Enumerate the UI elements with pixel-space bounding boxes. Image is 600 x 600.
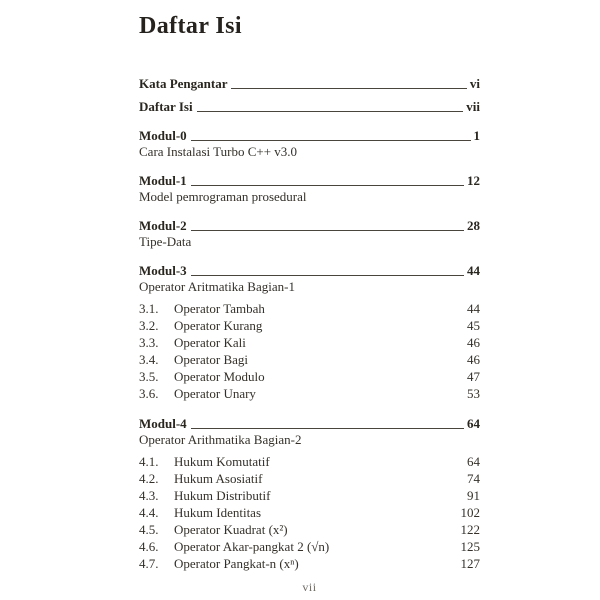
leader-line <box>191 185 464 186</box>
toc-sub-item-number: 4.4. <box>139 505 159 520</box>
toc-module-heading <box>139 129 480 143</box>
toc-module-title: Modul-4 <box>139 416 187 431</box>
toc-module-subtitle: Operator Aritmatika Bagian-1 <box>139 279 295 294</box>
toc-entry-label: Daftar Isi <box>139 99 193 114</box>
toc-sub-item-label: Operator Kali <box>174 335 246 350</box>
toc-sub-item <box>139 300 480 317</box>
toc-sub-item-page: 91 <box>467 488 480 503</box>
toc-sub-item <box>139 504 480 521</box>
toc-sub-item-page: 64 <box>467 454 480 469</box>
toc-sub-item-number: 4.3. <box>139 488 159 503</box>
toc-sub-item-label: Hukum Distributif <box>174 488 271 503</box>
toc-sub-item-page: 44 <box>467 301 480 316</box>
toc-sub-item-label: Operator Bagi <box>174 352 249 367</box>
toc-entry-label: Kata Pengantar <box>139 76 228 91</box>
toc-sub-item-page: 53 <box>467 386 480 401</box>
toc-sub-item-number: 3.1. <box>139 301 159 316</box>
toc-module-title: Modul-0 <box>139 128 187 143</box>
table-of-contents <box>139 77 480 572</box>
toc-sub-item-list <box>139 453 480 572</box>
toc-sub-item <box>139 317 480 334</box>
content-column <box>139 12 480 572</box>
toc-module-page: 28 <box>467 218 480 233</box>
toc-sub-item <box>139 368 480 385</box>
toc-entry <box>139 77 480 91</box>
toc-sub-item-page: 122 <box>460 522 480 537</box>
toc-module-subtitle: Tipe-Data <box>139 234 192 249</box>
toc-sub-item-label: Operator Modulo <box>174 369 265 384</box>
toc-entry-page: vi <box>469 76 480 91</box>
toc-sub-item-number: 4.7. <box>139 556 159 571</box>
toc-sub-item <box>139 470 480 487</box>
toc-module-subtitle: Cara Instalasi Turbo C++ v3.0 <box>139 144 298 159</box>
toc-sub-item-label: Operator Pangkat-n (xⁿ) <box>174 556 299 571</box>
toc-sub-item-label: Operator Akar-pangkat 2 (√n) <box>174 539 330 554</box>
toc-entry <box>139 100 480 114</box>
toc-sub-item-page: 127 <box>460 556 480 571</box>
toc-module-page: 12 <box>467 173 480 188</box>
toc-sub-item-page: 46 <box>467 335 480 350</box>
toc-module-heading <box>139 417 480 431</box>
toc-sub-item-label: Operator Unary <box>174 386 256 401</box>
toc-sub-item-number: 3.2. <box>139 318 159 333</box>
leader-line <box>231 88 466 89</box>
toc-sub-item-label: Hukum Identitas <box>174 505 262 520</box>
toc-sub-item-number: 4.5. <box>139 522 159 537</box>
leader-line <box>191 275 464 276</box>
toc-sub-item-number: 3.3. <box>139 335 159 350</box>
toc-sub-item <box>139 555 480 572</box>
toc-module-heading <box>139 219 480 233</box>
page-number-footer: vii <box>302 580 317 594</box>
toc-entry-page: vii <box>466 99 480 114</box>
toc-module-modul-2 <box>139 219 480 249</box>
toc-sub-item-list <box>139 300 480 402</box>
toc-sub-item-number: 4.1. <box>139 454 159 469</box>
toc-module-title: Modul-3 <box>139 263 187 278</box>
toc-module-page: 1 <box>473 128 480 143</box>
toc-sub-item-number: 3.6. <box>139 386 159 401</box>
toc-sub-item-page: 47 <box>467 369 480 384</box>
toc-sub-item <box>139 351 480 368</box>
toc-sub-item-number: 3.5. <box>139 369 159 384</box>
leader-line <box>191 230 464 231</box>
toc-sub-item-label: Hukum Komutatif <box>174 454 270 469</box>
toc-module-title: Modul-2 <box>139 218 187 233</box>
toc-module-heading <box>139 264 480 278</box>
toc-sub-item-page: 46 <box>467 352 480 367</box>
toc-sub-item-number: 4.6. <box>139 539 159 554</box>
toc-module-title: Modul-1 <box>139 173 187 188</box>
toc-sub-item-page: 125 <box>460 539 480 554</box>
toc-sub-item-page: 45 <box>467 318 480 333</box>
toc-sub-item-page: 74 <box>467 471 480 486</box>
toc-module-heading <box>139 174 480 188</box>
toc-module-page: 64 <box>467 416 480 431</box>
toc-sub-item-label: Hukum Asosiatif <box>174 471 263 486</box>
page-title: Daftar Isi <box>139 13 242 39</box>
toc-sub-item-number: 3.4. <box>139 352 159 367</box>
toc-module-modul-1 <box>139 174 480 204</box>
toc-module-subtitle: Model pemrograman prosedural <box>139 189 307 204</box>
toc-module-subtitle: Operator Arithmatika Bagian-2 <box>139 432 302 447</box>
front-matter-section <box>139 77 480 114</box>
toc-module-modul-0 <box>139 129 480 159</box>
toc-sub-item <box>139 538 480 555</box>
toc-module-page: 44 <box>467 263 480 278</box>
toc-sub-item <box>139 487 480 504</box>
toc-sub-item-label: Operator Tambah <box>174 301 265 316</box>
toc-sub-item <box>139 521 480 538</box>
toc-sub-item <box>139 385 480 402</box>
toc-sub-item <box>139 453 480 470</box>
leader-line <box>191 428 464 429</box>
leader-line <box>197 111 464 112</box>
toc-sub-item-page: 102 <box>460 505 480 520</box>
toc-sub-item-number: 4.2. <box>139 471 159 486</box>
leader-line <box>191 140 471 141</box>
toc-module-modul-4 <box>139 417 480 572</box>
toc-sub-item <box>139 334 480 351</box>
toc-module-modul-3 <box>139 264 480 402</box>
toc-sub-item-label: Operator Kurang <box>174 318 263 333</box>
toc-sub-item-label: Operator Kuadrat (x²) <box>174 522 288 537</box>
